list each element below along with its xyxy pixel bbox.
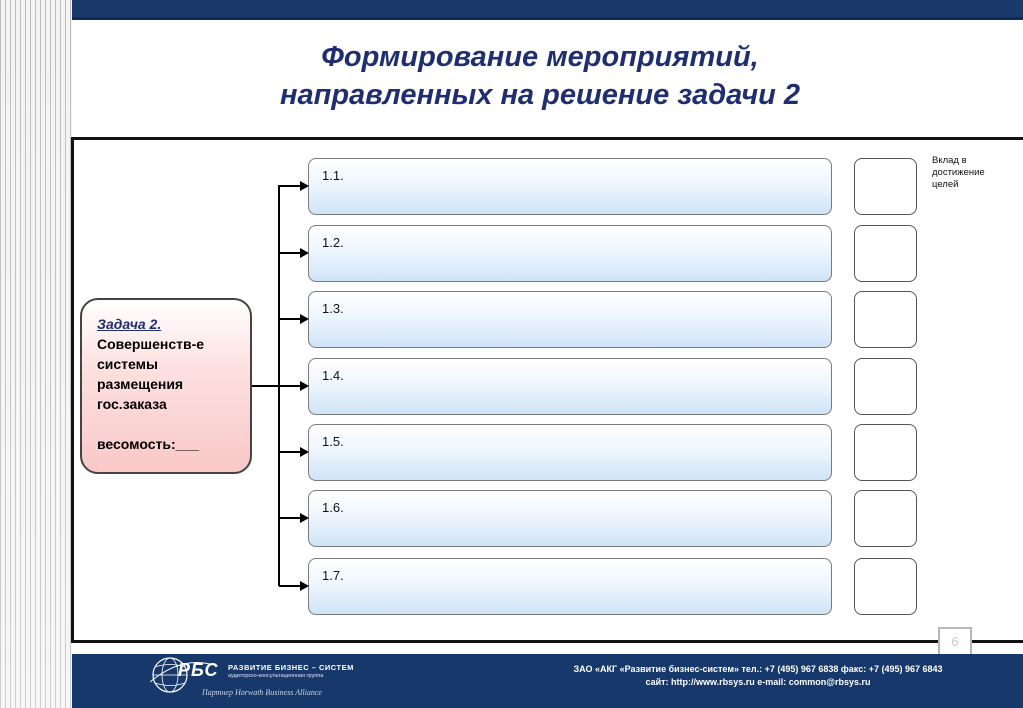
branch-line-2 (279, 252, 301, 254)
activity-box-3: 1.3. (308, 291, 832, 348)
top-band (72, 0, 1023, 17)
slide-title (150, 38, 930, 114)
arrow-head-icon (300, 447, 309, 457)
contribution-box-3 (854, 291, 917, 348)
task-title: Задача 2. (97, 316, 162, 332)
activity-box-6: 1.6. (308, 490, 832, 547)
slide-title-line-1: Формирование мероприятий, (321, 41, 759, 73)
arrow-head-icon (300, 381, 309, 391)
page-number: 6 (938, 627, 972, 657)
arrow-head-icon (300, 314, 309, 324)
contribution-box-2 (854, 225, 917, 282)
activity-box-2: 1.2. (308, 225, 832, 282)
contribution-box-4 (854, 358, 917, 415)
contribution-box-1 (854, 158, 917, 215)
top-band-line (72, 17, 1023, 20)
activity-box-5: 1.5. (308, 424, 832, 481)
contribution-box-7 (854, 558, 917, 615)
arrow-head-icon (300, 581, 309, 591)
footer-website: сайт: http://www.rbsys.ru e-mail: common@rbsys.ru (645, 677, 871, 687)
branch-line-5 (279, 451, 301, 453)
logo-partner: Партнер Horwath Business Alliance (202, 688, 322, 697)
contribution-label: Вклад в достижение целей (932, 155, 985, 190)
logo-title: РАЗВИТИЕ БИЗНЕС – СИСТЕМ (228, 663, 354, 672)
branch-line-4 (279, 385, 301, 387)
arrow-head-icon (300, 513, 309, 523)
connector-from-task (252, 385, 279, 387)
contribution-box-6 (854, 490, 917, 547)
activity-box-4: 1.4. (308, 358, 832, 415)
arrow-head-icon (300, 248, 309, 258)
branch-line-3 (279, 318, 301, 320)
branch-line-7 (279, 585, 301, 587)
logo-brand: РБС (178, 660, 219, 680)
task-box (80, 298, 252, 474)
activity-box-7: 1.7. (308, 558, 832, 615)
task-weight: весомость:___ (97, 436, 199, 452)
contribution-box-5 (854, 424, 917, 481)
arrow-head-icon (300, 181, 309, 191)
task-description: Совершенств-е системы размещения гос.заказа (97, 336, 205, 412)
footer-contacts: ЗАО «АКГ «Развитие бизнес-систем» тел.: +7 (495) 967 6838 факс: +7 (495) 967 6843 (573, 664, 943, 674)
branch-line-1 (279, 185, 301, 187)
branch-line-6 (279, 517, 301, 519)
activity-box-1: 1.1. (308, 158, 832, 215)
logo-subtitle: аудиторско-консультационная группа (228, 673, 324, 679)
slide-title-line-2: направленных на решение задачи 2 (279, 79, 801, 111)
decorative-strip-gloss (0, 0, 72, 708)
